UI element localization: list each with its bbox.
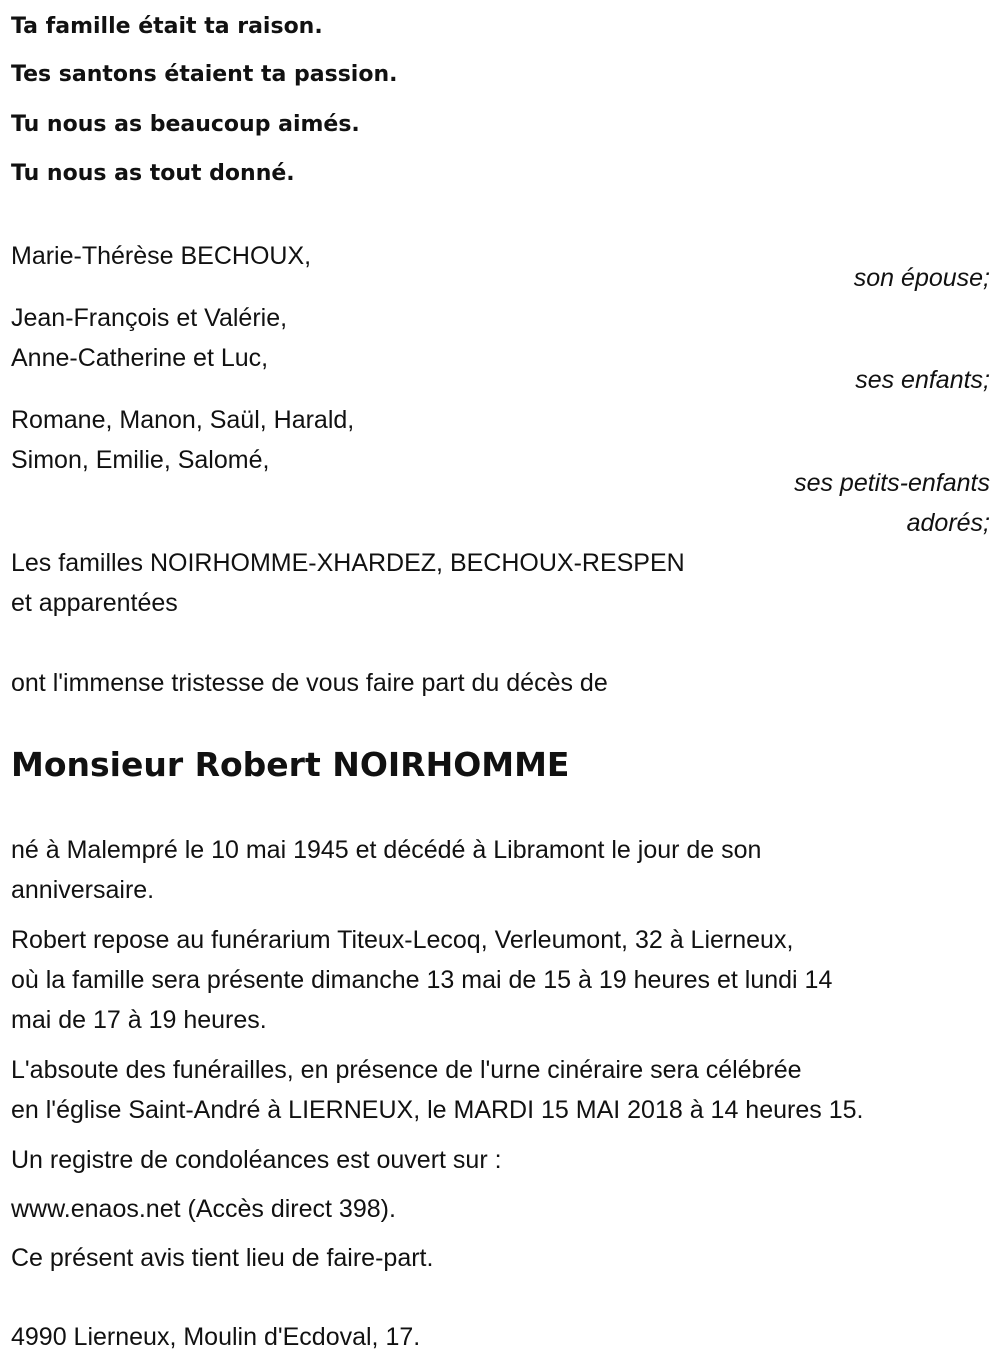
detail-line: anniversaire.	[11, 876, 155, 904]
detail-line: né à Malempré le 10 mai 1945 et décédé à Libramont le jour de son	[11, 836, 762, 864]
verse-line: Ta famille était ta raison.	[11, 14, 323, 39]
announcement: ont l'immense tristesse de vous faire part du décès de	[11, 669, 608, 697]
verse-line: Tu nous as beaucoup aimés.	[11, 112, 360, 137]
families-line: Les familles NOIRHOMME-XHARDEZ, BECHOUX-RESPEN	[11, 549, 685, 577]
address: 4990 Lierneux, Moulin d'Ecdoval, 17.	[11, 1323, 421, 1351]
verse-line: Tu nous as tout donné.	[11, 161, 295, 186]
children-line: Jean-François et Valérie,	[11, 304, 288, 332]
detail-line: Ce présent avis tient lieu de faire-part.	[11, 1244, 434, 1272]
grandchildren-role: adorés;	[906, 509, 990, 537]
detail-line: Robert repose au funérarium Titeux-Lecoq, Verleumont, 32 à Lierneux,	[11, 926, 794, 954]
families-line: et apparentées	[11, 589, 178, 617]
deceased-name: Monsieur Robert NOIRHOMME	[11, 745, 570, 784]
spouse-role: son épouse;	[853, 264, 990, 292]
children-role: ses enfants;	[855, 366, 990, 394]
spouse-name: Marie-Thérèse BECHOUX,	[11, 242, 312, 270]
website-link[interactable]: www.enaos.net (Accès direct 398).	[11, 1195, 396, 1223]
grandchildren-role: ses petits-enfants	[794, 469, 990, 497]
detail-line: en l'église Saint-André à LIERNEUX, le MARDI 15 MAI 2018 à 14 heures 15.	[11, 1096, 864, 1124]
detail-line: L'absoute des funérailles, en présence de l'urne cinéraire sera célébrée	[11, 1056, 802, 1084]
detail-line: Un registre de condoléances est ouvert sur :	[11, 1146, 502, 1174]
children-line: Anne-Catherine et Luc,	[11, 344, 269, 372]
grandchildren-line: Romane, Manon, Saül, Harald,	[11, 406, 355, 434]
detail-line: où la famille sera présente dimanche 13 mai de 15 à 19 heures et lundi 14	[11, 966, 833, 994]
detail-line: mai de 17 à 19 heures.	[11, 1006, 267, 1034]
verse-line: Tes santons étaient ta passion.	[11, 62, 398, 87]
grandchildren-line: Simon, Emilie, Salomé,	[11, 446, 270, 474]
